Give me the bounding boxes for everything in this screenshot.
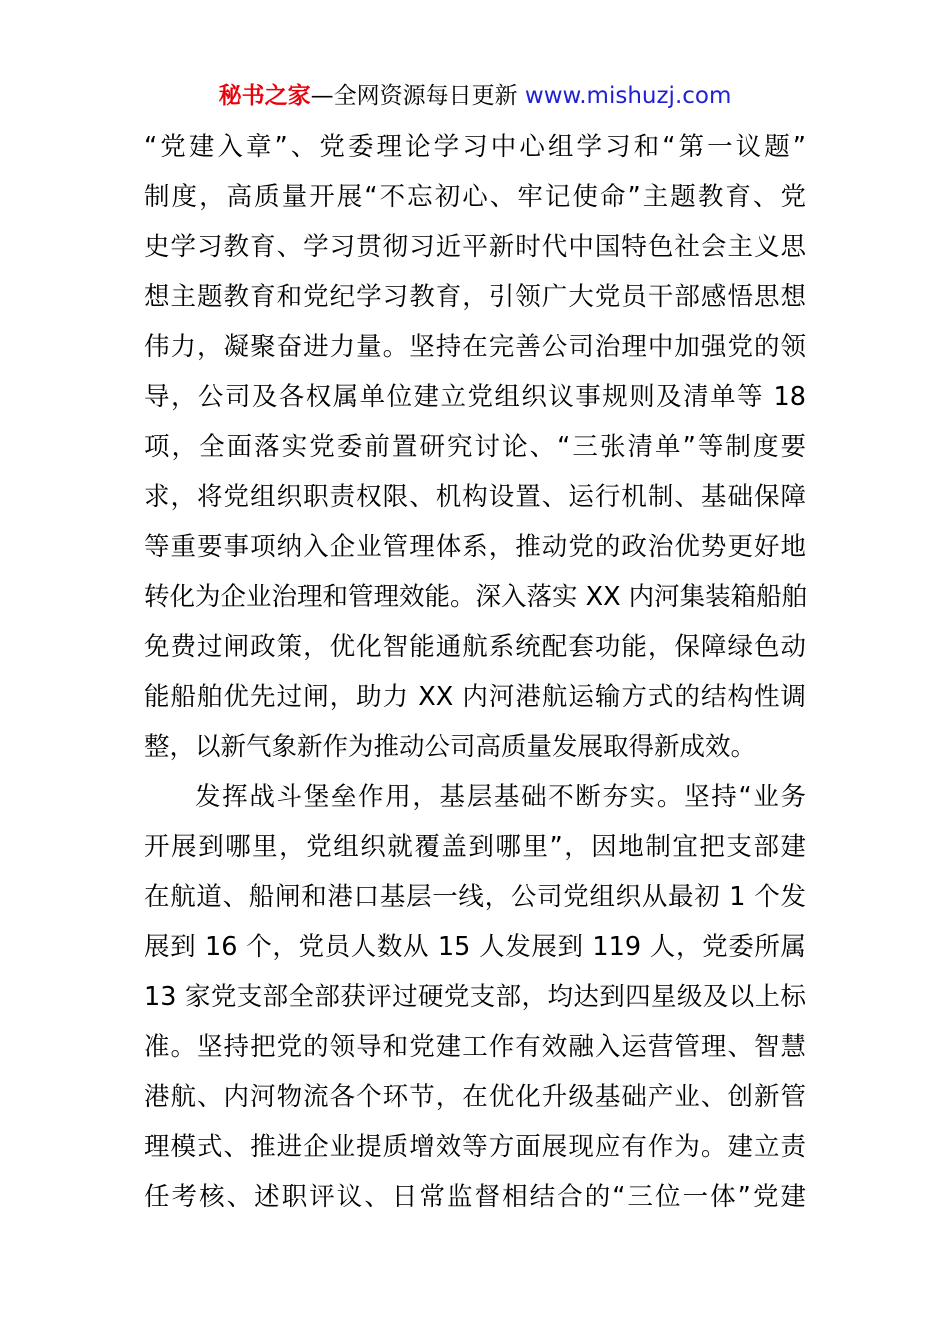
text-line: 史学习教育、学习贯彻习近平新时代中国特色社会主义思: [144, 232, 806, 262]
paragraph-1: [144, 122, 806, 772]
text-line: 免费过闸政策，优化智能通航系统配套功能，保障绿色动: [144, 632, 806, 662]
text-line: 准。坚持把党的领导和党建工作有效融入运营管理、智慧: [144, 1032, 806, 1062]
text-line: 求，将党组织职责权限、机构设置、运行机制、基础保障: [144, 482, 806, 512]
text-line: 发挥战斗堡垒作用，基层基础不断夯实。坚持“业务: [195, 782, 806, 812]
text-line: 能船舶优先过闸，助力 XX 内河港航运输方式的结构性调: [144, 682, 806, 712]
text-line: 在航道、船闸和港口基层一线，公司党组织从最初 1 个发: [144, 882, 806, 912]
site-header: [0, 80, 950, 112]
paragraph-2: [144, 772, 806, 1222]
text-line: 展到 16 个，党员人数从 15 人发展到 119 人，党委所属: [144, 932, 806, 962]
document-body: [144, 122, 806, 1222]
text-line: 转化为企业治理和管理效能。深入落实 XX 内河集装箱船舶: [144, 582, 808, 612]
text-line: 理模式、推进企业提质增效等方面展现应有作为。建立责: [144, 1132, 806, 1162]
text-line: 任考核、述职评议、日常监督相结合的“三位一体”党建: [144, 1182, 806, 1212]
website-link[interactable]: www.mishuzj.com: [524, 83, 732, 109]
text-line: 伟力，凝聚奋进力量。坚持在完善公司治理中加强党的领: [144, 332, 806, 362]
text-line: 等重要事项纳入企业管理体系，推动党的政治优势更好地: [144, 532, 806, 562]
text-line: 制度，高质量开展“不忘初心、牢记使命”主题教育、党: [144, 182, 806, 212]
text-line: 项，全面落实党委前置研究讨论、“三张清单”等制度要: [144, 432, 806, 462]
text-line: 导，公司及各权属单位建立党组织议事规则及清单等 18: [144, 382, 806, 412]
text-line: 13 家党支部全部获评过硬党支部，均达到四星级及以上标: [144, 982, 806, 1012]
brand-name: 秘书之家: [218, 83, 311, 109]
text-line: 开展到哪里，党组织就覆盖到哪里”，因地制宜把支部建: [144, 832, 806, 862]
text-line: “党建入章”、党委理论学习中心组学习和“第一议题”: [144, 132, 806, 162]
header-tagline: —全网资源每日更新: [310, 83, 525, 109]
text-line: 想主题教育和党纪学习教育，引领广大党员干部感悟思想: [144, 282, 806, 312]
text-line: 港航、内河物流各个环节，在优化升级基础产业、创新管: [144, 1082, 806, 1112]
text-line: 整，以新气象新作为推动公司高质量发展取得新成效。: [144, 732, 757, 762]
